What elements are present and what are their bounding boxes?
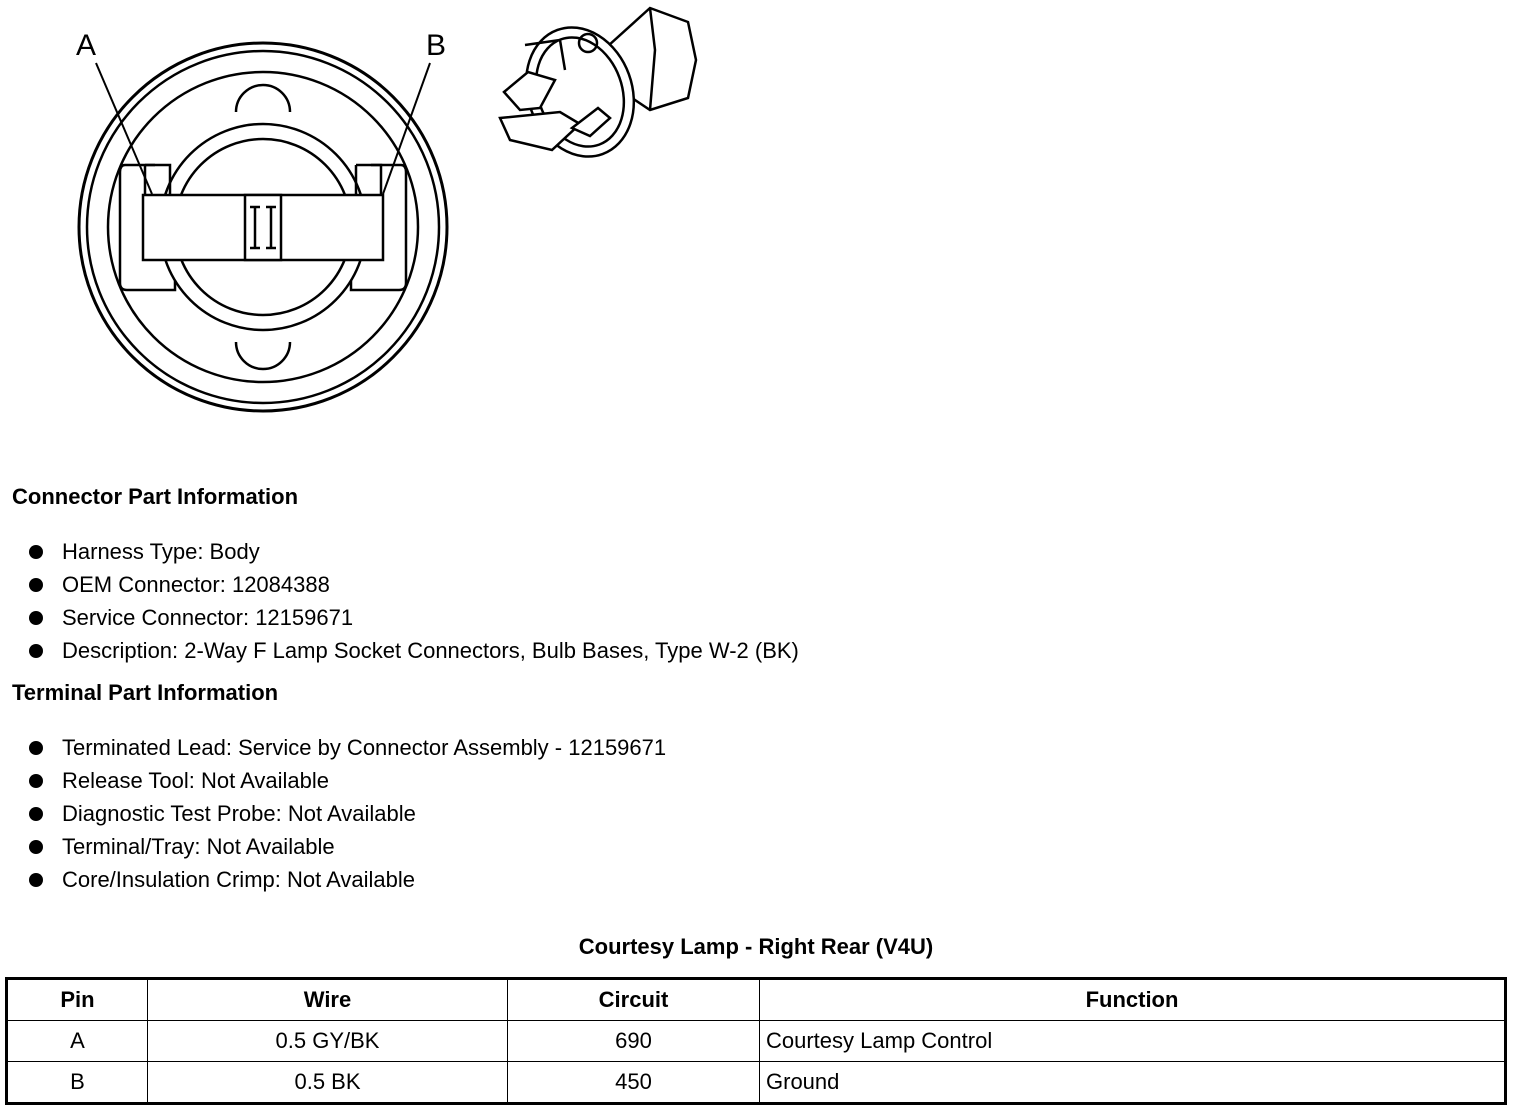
pin-cell: B: [7, 1062, 148, 1104]
connector-diagram: [0, 0, 760, 440]
list-item: Terminal/Tray: Not Available: [28, 830, 666, 863]
table-header-row: [7, 979, 1506, 1021]
pinout-table: [5, 977, 1507, 1105]
circuit-cell: 690: [508, 1021, 760, 1062]
column-header-pin: Pin: [7, 979, 148, 1021]
connector-info-heading: Connector Part Information: [12, 484, 299, 509]
pin-cell: A: [7, 1021, 148, 1062]
column-header-wire: Wire: [148, 979, 508, 1021]
list-item: Core/Insulation Crimp: Not Available: [28, 863, 666, 896]
table-row: [7, 1021, 1506, 1062]
function-cell: Courtesy Lamp Control: [760, 1021, 1506, 1062]
list-item: Description: 2-Way F Lamp Socket Connectors, Bulb Bases, Type W-2 (BK): [28, 634, 799, 667]
table-row: [7, 1062, 1506, 1104]
connector-info-list: [28, 535, 799, 667]
list-item: Release Tool: Not Available: [28, 764, 666, 797]
wire-cell: 0.5 GY/BK: [148, 1021, 508, 1062]
terminal-info-list: [28, 731, 666, 896]
pin-a-label: A: [75, 29, 97, 62]
function-cell: Ground: [760, 1062, 1506, 1104]
wire-cell: 0.5 BK: [148, 1062, 508, 1104]
socket-side-view: [500, 8, 696, 172]
list-item: Harness Type: Body: [28, 535, 799, 568]
list-item: Service Connector: 12159671: [28, 601, 799, 634]
list-item: Terminated Lead: Service by Connector Assembly - 12159671: [28, 731, 666, 764]
column-header-function: Function: [760, 979, 1506, 1021]
table-title: Courtesy Lamp - Right Rear (V4U): [578, 934, 934, 959]
list-item: Diagnostic Test Probe: Not Available: [28, 797, 666, 830]
column-header-circuit: Circuit: [508, 979, 760, 1021]
terminal-info-heading: Terminal Part Information: [12, 680, 279, 705]
circuit-cell: 450: [508, 1062, 760, 1104]
pin-b-label: B: [425, 29, 447, 62]
list-item: OEM Connector: 12084388: [28, 568, 799, 601]
